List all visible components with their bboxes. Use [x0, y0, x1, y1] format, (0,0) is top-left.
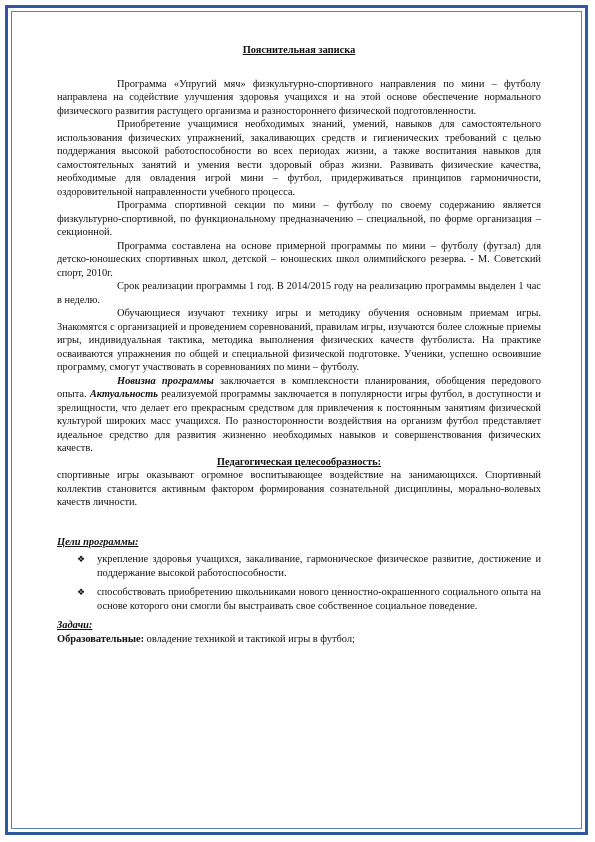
- document-body: [57, 44, 541, 646]
- diamond-bullet-icon: ❖: [77, 587, 86, 597]
- paragraph-intro: Программа «Упругий мяч» физкультурно-спортивного направления по мини – футболу направлена на содействие улучшения здоровья учащихся и на этой основе обеспечение нормального физического развития растущего организма и разностороннего физической подготовленности.: [57, 78, 541, 117]
- tasks-educational: [57, 633, 541, 647]
- pedagogical-text: спортивные игры оказывают огромное воспитывающее воздействие на занимающихся. Спортивный коллектив становится активным фактором формирования сознательной дисциплины, морально-волевых качеств личности.: [57, 470, 541, 508]
- goal-item: [57, 553, 541, 580]
- paragraph-basis: Программа составлена на основе примерной программы по мини – футболу (футзал) для детско-юношеских спортивных школ, детской – юношеских школ олимпийского резерва. - М. Советский спорт, 2010г.: [57, 240, 541, 279]
- diamond-bullet-icon: ❖: [77, 554, 86, 564]
- relevance-text: реализуемой программы заключается в популярности игры футбол, в доступности и зрелищности, что делает его прекрасным средством для привлечения к постоянным занятиям физической культурой широких масс учащихся. По разносторонности воздействия на организм футбол представляет идеальное средство для развития жизненно необходимых навыков и совершенствования физических качеств.: [57, 389, 541, 454]
- relevance-label: Актуальность: [89, 389, 158, 400]
- goal-text: способствовать приобретению школьниками нового ценностно-окрашенного социального опыта на основе которого они смогли бы выстраивать свое собственное социальное поведение.: [97, 587, 541, 612]
- paragraph-term: Срок реализации программы 1 год. В 2014/2015 году на реализацию программы выделен 1 час в неделю.: [57, 281, 541, 306]
- spacer: [57, 510, 541, 536]
- paragraph-section-content: Программа спортивной секции по мини – футболу по своему содержанию является физкультурно-спортивной, по функциональному предназначению – специальной, по форме организация – секционной.: [57, 200, 541, 238]
- paragraph-novelty: [57, 375, 541, 456]
- goal-item: [57, 586, 541, 613]
- novelty-label: Новизна программы: [117, 375, 214, 387]
- pedagogical-title: Педагогическая целесообразность:: [216, 456, 382, 468]
- tasks-educational-label: Образовательные:: [57, 633, 145, 645]
- document-title: Пояснительная записка: [242, 45, 356, 56]
- paragraph-learners: Обучающиеся изучают технику игры и методику обучения основным приемам игры. Знакомятся с организацией и проведением соревнований, правилам игры, изучаются более сложные приемы игры, индивидуальная тактика, методика выполнения физических качеств футболиста. На практике осваиваются упражнения по общей и специальной физической подготовке. Ученики, успешно освоившие программу, смогут участвовать в соревнованиях по мини – футболу.: [57, 308, 541, 373]
- goal-text: укрепление здоровья учащихся, закаливание, гармоническое физическое развитие, достижение и поддержание высокой работоспособности.: [97, 554, 541, 579]
- goals-list: [57, 553, 541, 613]
- novelty-text: заключается в комплексности планирования, обобщения передового опыта.: [57, 375, 541, 400]
- paragraph-acquisition: Приобретение учащимися необходимых знаний, умений, навыков для самостоятельного использования физических упражнений, закаливающих средств и гигиенических требований с целью поддержания высокой работоспособности во всех периодах жизни, а также воспитания навыков для самостоятельных занятий и умения вести здоровый образ жизни. Развивать физические качества, необходимые для овладения игрой мини – футбол, придерживаться принципов гармоничности, оздоровительной направленности учебного процесса.: [57, 119, 541, 198]
- tasks-title: Задачи:: [57, 620, 93, 631]
- tasks-educational-text: овладение техникой и тактикой игры в футбол;: [144, 633, 355, 645]
- goals-title: Цели программы:: [57, 536, 139, 548]
